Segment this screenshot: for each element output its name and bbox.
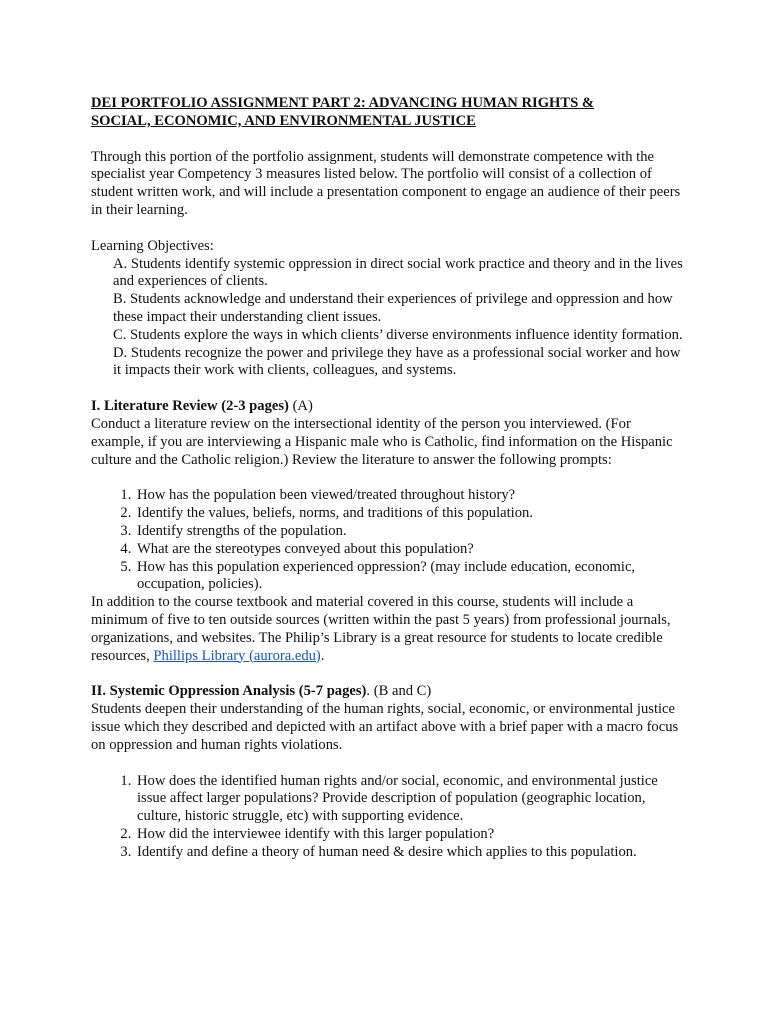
list-item: 3. Identify strengths of the population. <box>135 523 683 541</box>
list-item: 1. How does the identified human rights and/or social, economic, and environmental justice issue affect larger populations? Provide description of population (geographic location, culture, historic struggle, etc) with supporting evidence. <box>135 773 683 826</box>
document-title <box>91 95 683 131</box>
section-1-prompts <box>91 487 683 594</box>
list-item: 3. Identify and define a theory of human need & desire which applies to this population. <box>135 844 683 862</box>
section-2-intro: Students deepen their understanding of the human rights, social, economic, or environmental justice issue which they described and depicted with an artifact above with a brief paper with a macro focus on oppression and human rights violations. <box>91 701 679 753</box>
list-item: 5. How has this population experienced oppression? (may include education, economic, occupation, policies). <box>135 559 683 595</box>
objective-c: C. Students explore the ways in which clients’ diverse environments influence identity formation. <box>113 326 683 343</box>
section-2-heading <box>91 683 683 701</box>
section-1-closing-text: In addition to the course textbook and material covered in this course, students will include a minimum of five to ten outside sources (written within the past 5 years) from professional journals, organizations, and websites. The Philip’s Library is a great resource for students to locate credible resources, <box>91 594 671 664</box>
section-1-intro: Conduct a literature review on the intersectional identity of the person you interviewed. (For example, if you are interviewing a Hispanic male who is Catholic, find information on the Hispanic culture and the Catholic religion.) Review the literature to answer the following prompts: <box>91 415 673 468</box>
title-line-2: SOCIAL, ECONOMIC, AND ENVIRONMENTAL JUSTICE <box>91 112 476 129</box>
section-2-prompts <box>91 773 683 862</box>
objective-d: D. Students recognize the power and privilege they have as a professional social worker and how it impacts their work with clients, colleagues, and systems. <box>113 344 681 379</box>
section-2-title: II. Systemic Oppression Analysis (5-7 pages) <box>91 683 367 700</box>
section-1-heading <box>91 398 683 416</box>
objective-b: B. Students acknowledge and understand their experiences of privilege and oppression and how these impact their understanding client issues. <box>113 291 673 325</box>
title-line-1: DEI PORTFOLIO ASSIGNMENT PART 2: ADVANCING HUMAN RIGHTS & <box>91 95 595 111</box>
objectives-list <box>91 256 683 381</box>
intro-paragraph: Through this portion of the portfolio assignment, students will demonstrate competence with the specialist year Competency 3 measures listed below. The portfolio will consist of a collection of student written work, and will include a presentation component to engage an audience of their peers in their learning. <box>91 148 681 218</box>
section-1-tag: (A) <box>288 398 313 415</box>
list-item: 2. How did the interviewee identify with this larger population? <box>135 826 683 844</box>
list-item: 1. How has the population been viewed/treated throughout history? <box>135 487 683 505</box>
phillips-library-link[interactable]: Phillips Library (aurora.edu) <box>153 647 321 664</box>
section-1-closing-end: . <box>320 647 325 664</box>
list-item: 2. Identify the values, beliefs, norms, and traditions of this population. <box>135 505 683 523</box>
document-body <box>91 95 683 861</box>
objectives-heading: Learning Objectives: <box>91 237 214 254</box>
list-item: 4. What are the stereotypes conveyed about this population? <box>135 541 683 559</box>
section-1-closing <box>91 594 683 665</box>
section-2-tag: . (B and C) <box>366 683 432 700</box>
section-1-title: I. Literature Review (2-3 pages) <box>91 398 289 415</box>
objective-a: A. Students identify systemic oppression in direct social work practice and theory and in the lives and experiences of clients. <box>113 255 683 290</box>
